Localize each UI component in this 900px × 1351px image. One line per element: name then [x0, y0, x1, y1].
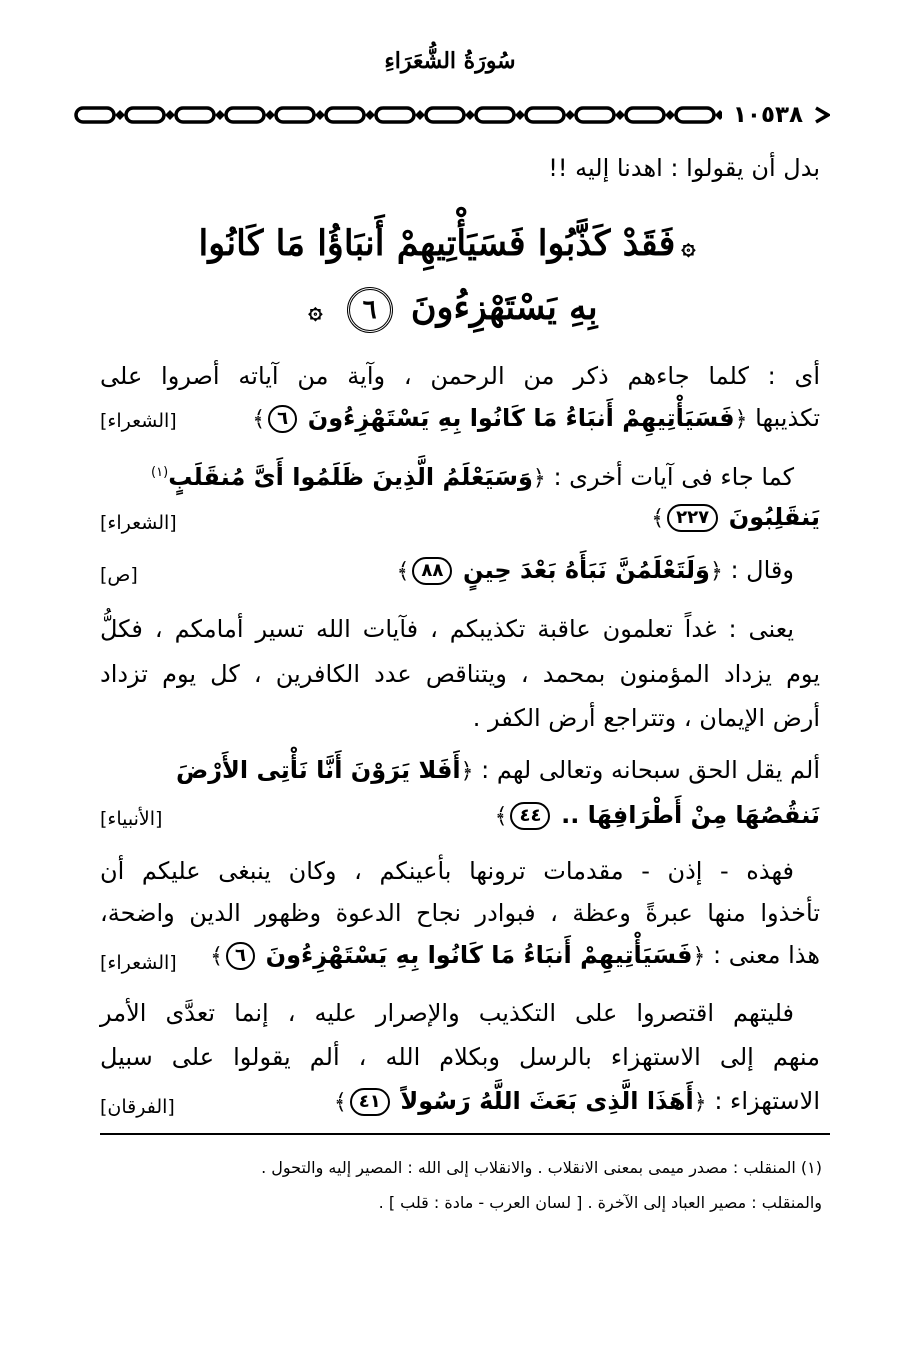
p7-line-3 [100, 1081, 820, 1123]
verse-open-ornament: ۞ [681, 230, 696, 260]
p5-quote-continued: نَنقُصُهَا مِنْ أَطْرَافِهَا .. [561, 801, 820, 829]
quote-close: ﴾ [396, 559, 410, 584]
chain-link [626, 108, 664, 122]
footnote-divider [100, 1133, 830, 1135]
surah-ref-tag: [ص] [100, 564, 138, 586]
surah-title: سُورَةُ الشُّعَرَاءِ [384, 48, 516, 74]
chain-dot [515, 110, 525, 120]
chain-dot [465, 110, 475, 120]
p1-line-2 [100, 398, 820, 440]
chain-link [476, 108, 514, 122]
quote-close: ﴾ [210, 944, 223, 969]
surah-ref-tag: [الشعراء] [100, 410, 177, 432]
ayah-number: ٨٨ [412, 557, 452, 585]
chain-dot [165, 110, 175, 120]
p6-line-2: تأخذوا منها عبرةً وعظة ، فبوادر نجاح الدعوة وظهور الدين واضحة، [100, 899, 820, 927]
quote-close: ﴾ [252, 407, 266, 432]
header-ornament-band [70, 98, 830, 132]
chain-dot [615, 110, 625, 120]
p3-line [100, 550, 794, 592]
chain-link [76, 108, 114, 122]
chain-link [176, 108, 214, 122]
ayah-number: ٤١ [350, 1088, 390, 1116]
p7-line-3-text: الاستهزاء : [714, 1087, 820, 1115]
chain-link [276, 108, 314, 122]
ayah-number: ٦ [268, 405, 297, 433]
p2-line-2 [100, 497, 820, 539]
p2-quote: وَسَيَعْلَمُ الَّذِينَ ظَلَمُوا أَىَّ مُنقَلَبٍ [168, 463, 533, 491]
quote-open: ﴿ [692, 944, 706, 969]
p3-quote: وَلَتَعْلَمُنَّ نَبَأَهُ بَعْدَ حِينٍ [463, 556, 710, 584]
verse-display-line-1 [90, 218, 810, 272]
quote-close: ﴾ [333, 1090, 347, 1115]
verse-display-line-2 [0, 282, 900, 336]
p6-line-1: فهذه - إذن - مقدمات ترونها بأعينكم ، وكان ينبغى عليكم أن [100, 857, 794, 885]
ayah-number: ٤٤ [510, 802, 550, 830]
ayah-number-circle: ٦ [347, 287, 393, 333]
verse-close-ornament: ۞ [308, 294, 323, 324]
p2-quote-continued: يَنقَلِبُونَ [728, 503, 820, 531]
quote-close: ﴾ [494, 804, 508, 829]
p5-line-2 [100, 795, 820, 837]
p3-text: وقال : [730, 556, 794, 584]
footnote-marker: (١) [151, 465, 169, 480]
surah-ref-tag: [الشعراء] [100, 952, 177, 974]
page-number: ١٠٥٣٨ [722, 98, 814, 132]
band-end-cap [816, 108, 828, 122]
chain-dot [365, 110, 375, 120]
chain-link [376, 108, 414, 122]
quote-close: ﴾ [651, 506, 665, 531]
chain-link [526, 108, 564, 122]
chain-dot [115, 110, 125, 120]
quote-open: ﴿ [734, 407, 748, 432]
quote-open: ﴿ [709, 559, 723, 584]
p7-line-2: منهم إلى الاستهزاء بالرسل وبكلام الله ، ألم يقولوا على سبيل [100, 1043, 820, 1071]
p5-quote: أَفَلا يَرَوْنَ أَنَّا نَأْتِى الأَرْضَ [175, 756, 461, 784]
p5-line-1-text: ألم يقل الحق سبحانه وتعالى لهم : [481, 756, 820, 784]
p1-line-2-text: تكذيبها [755, 404, 820, 432]
p2-line-1-text: كما جاء فى آيات أخرى : [553, 463, 794, 491]
p4-line-3: أرض الإيمان ، وتتراجع أرض الكفر . [472, 704, 820, 732]
chain-link [676, 108, 714, 122]
ayah-number: ٢٢٧ [667, 504, 718, 532]
quote-open: ﴿ [693, 1090, 707, 1115]
chain-link [326, 108, 364, 122]
chain-dot [665, 110, 675, 120]
p5-line-1 [100, 750, 820, 792]
chain-dot [315, 110, 325, 120]
p4-line-1: يعنى : غداً تعلمون عاقبة تكذيبكم ، فآيات الله تسير أمامكم ، فكلُّ [100, 615, 794, 643]
chain-dot [415, 110, 425, 120]
surah-ref-tag: [الشعراء] [100, 512, 177, 534]
footnote-line-2: والمنقلب : مصير العباد إلى الآخرة . [ لسان العرب - مادة : قلب ] . [378, 1193, 822, 1212]
p1-line-1: أى : كلما جاءهم ذكر من الرحمن ، وآية من آياته أصروا على [100, 362, 820, 390]
chain-link [576, 108, 614, 122]
p1-quote: فَسَيَأْتِيهِمْ أَنبَاءُ مَا كَانُوا بِهِ يَسْتَهْزِءُونَ [307, 404, 735, 432]
verse-line-2-text: بِهِ يَسْتَهْزِءُونَ [410, 287, 598, 328]
p7-line-1: فليتهم اقتصروا على التكذيب والإصرار عليه ، إنما تعدَّى الأمر [100, 999, 794, 1027]
ayah-number: ٦ [226, 942, 255, 970]
quote-open: ﴿ [460, 759, 474, 784]
p7-quote: أَهَذَا الَّذِى بَعَثَ اللَّهُ رَسُولاً [400, 1087, 694, 1115]
chain-link [426, 108, 464, 122]
intro-line: بدل أن يقولوا : اهدنا إليه !! [548, 154, 820, 182]
quote-open: ﴿ [532, 466, 546, 491]
p4-line-2: يوم يزداد المؤمنون بمحمد ، ويتناقص عدد الكافرين ، كل يوم تزداد [100, 660, 820, 688]
p6-line-3 [100, 935, 820, 977]
chain-dot [265, 110, 275, 120]
p2-line-1 [100, 453, 794, 499]
verse-line-1-text: فَقَدْ كَذَّبُوا فَسَيَأْتِيهِمْ أَنبَاؤُا مَا كَانُوا [198, 223, 676, 264]
chain-link [126, 108, 164, 122]
chain-dot [215, 110, 225, 120]
surah-ref-tag: [الأنبياء] [100, 808, 163, 830]
chain-link [226, 108, 264, 122]
p6-quote: فَسَيَأْتِيهِمْ أَنبَاءُ مَا كَانُوا بِهِ يَسْتَهْزِءُونَ [265, 941, 693, 969]
surah-ref-tag: [الفرقان] [100, 1096, 175, 1118]
p6-line-3-text: هذا معنى : [713, 941, 820, 969]
footnote-line-1: (١) المنقلب : مصدر ميمى بمعنى الانقلاب . والانقلاب إلى الله : المصير إليه والتحول . [261, 1158, 822, 1177]
chain-dot [565, 110, 575, 120]
